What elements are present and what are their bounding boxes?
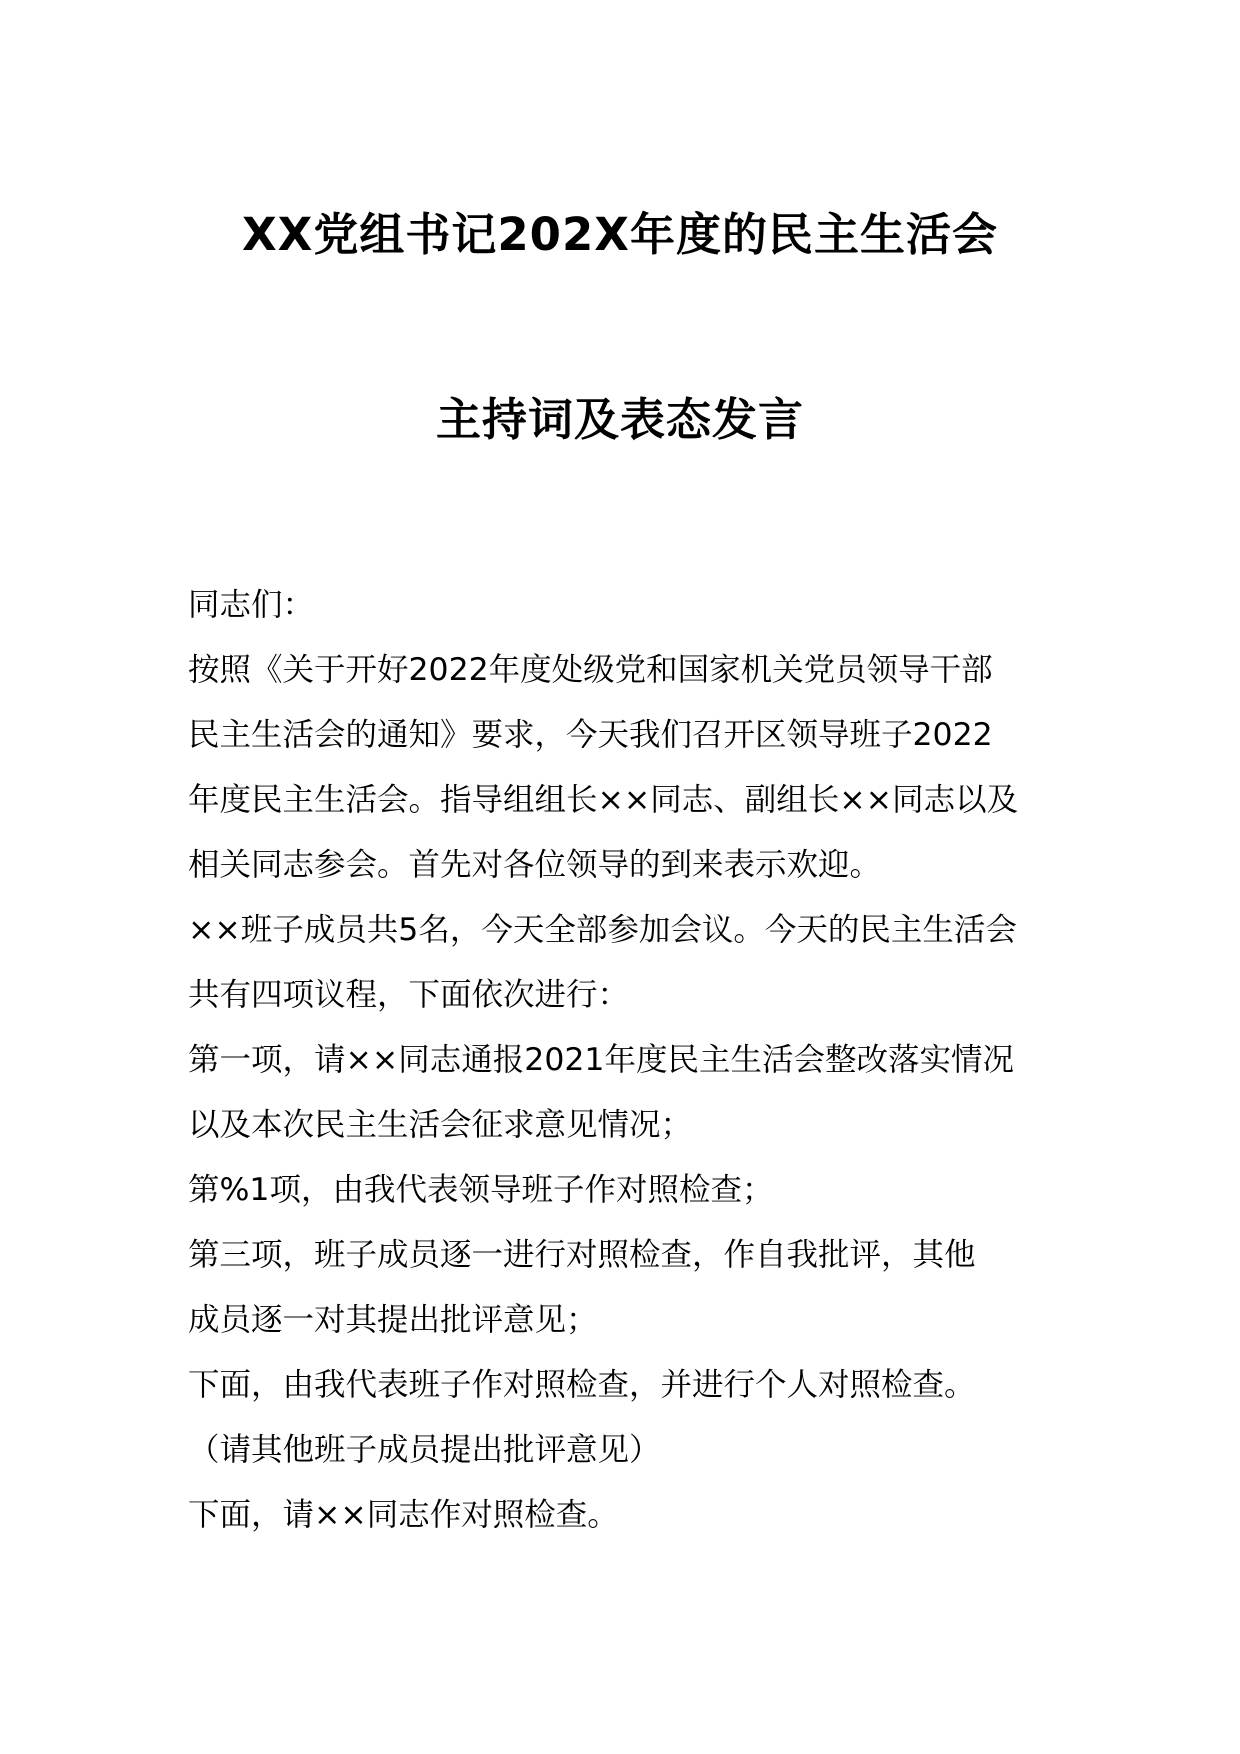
body-line: 下面，由我代表班子作对照检查，并进行个人对照检查。 <box>188 1367 976 1403</box>
body-line: 相关同志参会。首先对各位领导的到来表示欢迎。 <box>188 847 882 883</box>
body-line: 按照《关于开好2022年度处级党和国家机关党员领导干部 <box>188 652 993 688</box>
body-line: 民主生活会的通知》要求，今天我们召开区领导班子2022 <box>188 717 993 753</box>
body-line: 共有四项议程，下面依次进行： <box>188 977 630 1013</box>
body-line: 第%1项，由我代表领导班子作对照检查； <box>188 1172 774 1208</box>
document-body <box>188 573 1058 1548</box>
document-title-line-1: XX党组书记202X年度的民主生活会 <box>241 208 999 261</box>
body-line: 第三项，班子成员逐一进行对照检查，作自我批评，其他 <box>188 1237 976 1273</box>
body-line: ××班子成员共5名，今天全部参加会议。今天的民主生活会 <box>188 912 1017 948</box>
document-title-line-2: 主持词及表态发言 <box>435 393 804 446</box>
body-line-greeting: 同志们： <box>188 587 315 623</box>
body-line: 以及本次民主生活会征求意见情况； <box>188 1107 693 1143</box>
body-line: 下面，请××同志作对照检查。 <box>188 1497 619 1533</box>
body-line: 成员逐一对其提出批评意见； <box>188 1302 598 1338</box>
body-line: 第一项，请××同志通报2021年度民主生活会整改落实情况 <box>188 1042 1014 1078</box>
body-line: （请其他班子成员提出批评意见） <box>188 1432 661 1468</box>
body-line: 年度民主生活会。指导组组长××同志、副组长××同志以及 <box>188 782 1019 818</box>
